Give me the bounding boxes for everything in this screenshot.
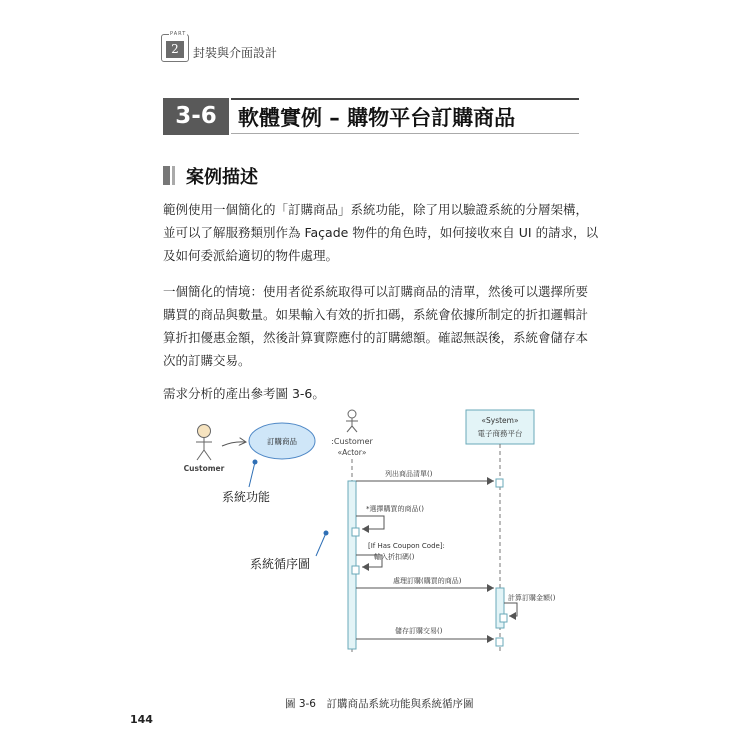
customer-lifeline-head: [346, 410, 358, 432]
actor-label: Customer: [183, 464, 225, 473]
return-box: [496, 479, 503, 487]
return-box: [496, 638, 503, 646]
paragraph-3: [163, 382, 583, 405]
section-rule-top: [231, 98, 579, 100]
self-activation: [500, 614, 507, 622]
message-save-transaction: 儲存訂購交易(): [395, 627, 443, 635]
section-title: 軟體實例 – 購物平台訂購商品: [238, 106, 516, 130]
self-activation: [352, 528, 359, 536]
message-list-products: 列出商品清單(): [385, 470, 433, 478]
pointer-line: [249, 462, 255, 487]
paragraph-line: 一個簡化的情境：使用者從系統取得可以訂購商品的清單，然後可以選擇所要: [163, 284, 589, 299]
part-title: 封裝與介面設計: [193, 46, 278, 60]
association-arrow: [222, 442, 246, 446]
part-label: PART: [170, 31, 187, 37]
paragraph-line: 購買的商品與數量。如果輸入有效的折扣碼，系統會依據所制定的折扣邏輯計: [163, 307, 589, 322]
system-function-annotation: 系統功能: [222, 490, 271, 504]
paragraph-line: 及如何委派給適切的物件處理。: [163, 248, 339, 263]
paragraph-line: 算折扣優惠金額，然後計算實際應付的訂購總額。確認無誤後，系統會儲存本: [163, 330, 589, 345]
paragraph-line: 並可以了解服務類別作為 Façade 物件的角色時，如何接收來自 UI 的請求，以: [163, 225, 599, 240]
paragraph-1: [163, 198, 599, 267]
use-case-label: 訂購商品: [267, 437, 297, 446]
message-process-order: 處理訂購(購買的商品): [393, 577, 462, 585]
part-number: 2: [166, 41, 184, 58]
self-activation: [352, 566, 359, 574]
system-name: 電子商務平台: [477, 429, 523, 438]
self-message-arrow: [356, 516, 384, 529]
actor-stick-figure: [196, 425, 212, 461]
message-select-products: *選擇購買的商品(): [366, 505, 424, 513]
paragraph-line: 次的訂購交易。: [163, 353, 251, 368]
figure-diagram: [150, 405, 600, 670]
page-number: 144: [130, 713, 153, 726]
subsection-marker: [163, 166, 170, 185]
section-number: 3-6: [163, 98, 229, 135]
message-calc-total: 計算訂購金額(): [508, 594, 556, 602]
customer-lifeline-name: :Customer: [331, 437, 373, 446]
system-sequence-annotation: 系統循序圖: [250, 557, 311, 571]
figure-caption: 圖 3-6 訂購商品系統功能與系統循序圖: [285, 698, 474, 710]
paragraph-line: 需求分析的產出參考圖 3-6。: [163, 386, 325, 401]
message-guard: [If Has Coupon Code]:: [368, 542, 445, 550]
message-enter-coupon: 輸入折扣碼(): [374, 553, 415, 561]
customer-activation: [348, 481, 356, 649]
paragraph-line: 範例使用一個簡化的「訂購商品」系統功能，除了用以驗證系統的分層架構，: [163, 202, 589, 217]
section-rule-bottom: [231, 133, 579, 134]
pointer-line: [316, 533, 326, 556]
subsection-marker-accent: [172, 166, 175, 185]
subsection-title: 案例描述: [186, 167, 258, 188]
customer-lifeline-stereotype: «Actor»: [337, 448, 367, 457]
system-stereotype: «System»: [481, 416, 519, 425]
paragraph-2: [163, 280, 589, 372]
